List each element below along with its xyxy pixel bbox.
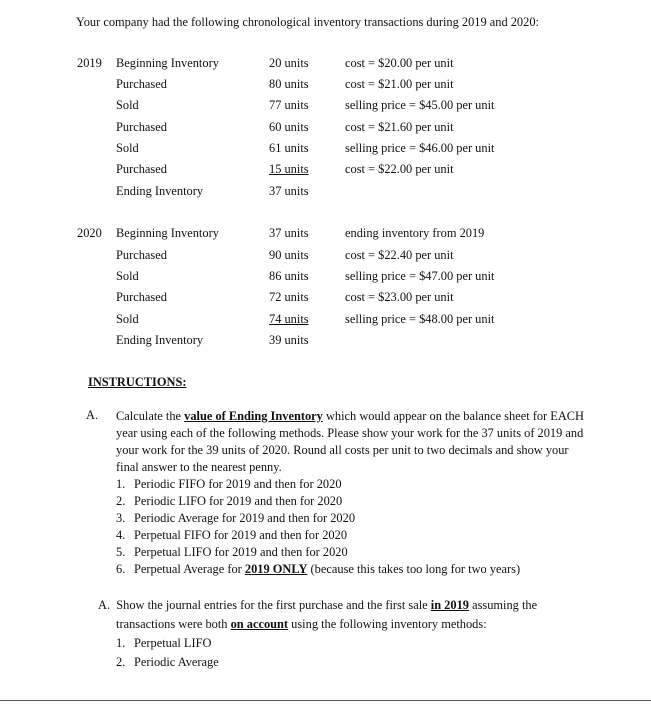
table-row <box>0 331 651 349</box>
intro-text: Your company had the following chronological inventory transactions during 2019 and 2020: <box>76 15 539 29</box>
part-b-marker: A. <box>98 598 111 612</box>
row-note: selling price = $45.00 per unit <box>345 98 495 112</box>
journal-method-list <box>98 634 537 672</box>
table-row <box>0 246 651 264</box>
row-units: 86 units <box>269 269 309 283</box>
table-row <box>0 139 651 157</box>
list-text: (because this takes too long for two years) <box>307 562 521 576</box>
list-number: 1. <box>116 636 126 650</box>
row-note: cost = $20.00 per unit <box>345 56 454 70</box>
list-text: Perpetual Average for <box>134 562 245 576</box>
list-text: Perpetual FIFO for 2019 and then for 2020 <box>134 528 348 542</box>
row-units: 74 units <box>269 312 309 326</box>
table-row <box>0 118 651 136</box>
table-row <box>0 182 651 200</box>
row-note: cost = $21.60 per unit <box>345 120 454 134</box>
row-units: 20 units <box>269 56 309 70</box>
row-label: Sold <box>116 269 139 283</box>
row-units: 39 units <box>269 333 309 347</box>
row-label: Sold <box>116 98 139 112</box>
list-item <box>116 561 520 578</box>
table-row <box>0 310 651 328</box>
part-b-text: transactions were both <box>116 617 231 631</box>
list-text: Perpetual LIFO <box>134 636 212 650</box>
list-number: 2. <box>116 494 126 508</box>
table-row <box>0 54 651 72</box>
year-label: 2019 <box>77 56 102 70</box>
list-number: 2. <box>116 655 126 669</box>
list-text: Periodic FIFO for 2019 and then for 2020 <box>134 477 342 491</box>
row-note: cost = $23.00 per unit <box>345 290 454 304</box>
table-row <box>0 160 651 178</box>
row-note: selling price = $48.00 per unit <box>345 312 495 326</box>
row-label: Purchased <box>116 162 167 176</box>
part-b-emphasis: in 2019 <box>430 598 469 612</box>
part-b-emphasis: on account <box>230 617 289 631</box>
row-label: Ending Inventory <box>116 184 204 198</box>
table-row <box>0 224 651 242</box>
list-item <box>116 476 520 493</box>
part-a-text: which would appear on the balance sheet for EACH year using each of the following methods. Please show your work for the 37 units of 2019 and your work for the 39 units of 2020. Round all costs per unit to two decimals and show your final answer to the nearest penny. <box>116 409 585 474</box>
part-b-text: Show the journal entries for the first purchase and the first sale <box>116 598 431 612</box>
row-units: 77 units <box>269 98 309 112</box>
row-label: Purchased <box>116 120 167 134</box>
row-units: 60 units <box>269 120 309 134</box>
row-note: selling price = $46.00 per unit <box>345 141 495 155</box>
row-label: Purchased <box>116 77 167 91</box>
list-item <box>116 653 537 672</box>
table-row <box>0 96 651 114</box>
row-label: Beginning Inventory <box>116 226 219 240</box>
part-a-paragraph <box>116 408 586 476</box>
table-row <box>0 288 651 306</box>
year-label: 2020 <box>77 226 102 240</box>
row-note: selling price = $47.00 per unit <box>345 269 495 283</box>
list-number: 5. <box>116 545 126 559</box>
table-row <box>0 75 651 93</box>
row-units: 37 units <box>269 184 309 198</box>
row-note: cost = $21.00 per unit <box>345 77 454 91</box>
part-a-text: Calculate the <box>116 409 185 423</box>
part-a-marker: A. <box>86 408 99 422</box>
table-row <box>0 267 651 285</box>
list-item <box>116 527 520 544</box>
list-emphasis: 2019 ONLY <box>244 562 308 576</box>
list-item <box>116 544 520 561</box>
list-text: Periodic LIFO for 2019 and then for 2020 <box>134 494 343 508</box>
row-units: 15 units <box>269 162 309 176</box>
list-number: 4. <box>116 528 126 542</box>
list-item <box>116 634 537 653</box>
row-units: 37 units <box>269 226 309 240</box>
row-units: 80 units <box>269 77 309 91</box>
part-b-line <box>98 615 537 634</box>
row-label: Purchased <box>116 290 167 304</box>
row-note: cost = $22.40 per unit <box>345 248 454 262</box>
part-b-text: using the following inventory methods: <box>288 617 487 631</box>
row-note: ending inventory from 2019 <box>345 226 485 240</box>
part-a-emphasis: value of Ending Inventory <box>184 409 323 423</box>
row-label: Sold <box>116 312 139 326</box>
row-units: 72 units <box>269 290 309 304</box>
part-b-text: assuming the <box>468 598 538 612</box>
row-label: Beginning Inventory <box>116 56 219 70</box>
row-label: Purchased <box>116 248 167 262</box>
list-text: Perpetual LIFO for 2019 and then for 2020 <box>134 545 348 559</box>
part-b-section <box>98 596 537 672</box>
list-text: Periodic Average <box>134 655 219 669</box>
part-b-line <box>98 596 537 615</box>
list-text: Periodic Average for 2019 and then for 2020 <box>134 511 356 525</box>
row-label: Ending Inventory <box>116 333 204 347</box>
row-units: 90 units <box>269 248 309 262</box>
instructions-heading: INSTRUCTIONS: <box>88 375 187 389</box>
list-item <box>116 510 520 527</box>
bottom-divider <box>0 700 651 701</box>
method-list <box>116 476 520 578</box>
row-note: cost = $22.00 per unit <box>345 162 454 176</box>
list-item <box>116 493 520 510</box>
list-number: 1. <box>116 477 126 491</box>
list-number: 3. <box>116 511 126 525</box>
row-label: Sold <box>116 141 139 155</box>
list-number: 6. <box>116 562 126 576</box>
row-units: 61 units <box>269 141 309 155</box>
